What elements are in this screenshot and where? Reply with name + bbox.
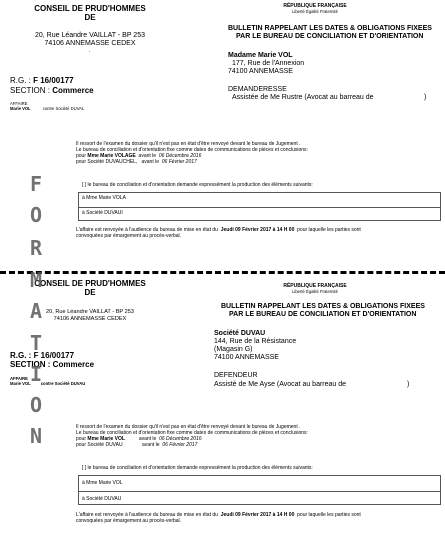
assistance-close: ) — [424, 94, 427, 101]
republic-heading: RÉPUBLIQUE FRANÇAISE — [283, 3, 347, 9]
affaire-parties: Marie VOL contre Société DUVAU — [10, 381, 86, 386]
examen-line2: Le bureau de conciliation et d'orientation fixe comme dates de communications de pièces et conclusions: — [76, 147, 308, 153]
case-number: R.G. : F 16/00177 — [10, 351, 75, 360]
cut-line-divider — [0, 271, 445, 274]
deadline-defendeur: pour Société DUVAU avant le 06 Février 2017 — [76, 442, 198, 448]
deadline-demandeur: pour Mme Marie VOL avant le 06 Décembre 2016 — [76, 436, 202, 442]
case-section: SECTION : Commerce — [10, 360, 95, 369]
watermark-letter: R — [30, 236, 43, 260]
court-de: DE — [84, 288, 96, 297]
recipient-name: Société DUVAU — [214, 330, 266, 337]
affaire-label: AFFAIRE — [10, 376, 28, 381]
production-row: à Mme Marie VOL — [82, 480, 123, 486]
watermark-letter: F — [30, 172, 43, 196]
party-role: DEMANDERESSE — [228, 86, 287, 93]
bulletin-title-line1: BULLETIN RAPPELANT LES DATES & OBLIGATIONS FIXEES — [221, 303, 425, 310]
court-address-line1: 20, Rue Léandre VAILLAT - BP 253 — [46, 309, 134, 315]
party-role: DEFENDEUR — [214, 372, 258, 379]
court-de: DE — [84, 13, 96, 22]
watermark-letter: I — [30, 362, 43, 386]
recipient-address-line1: 144, Rue de la Résistance — [214, 338, 297, 345]
assistance-close: ) — [407, 381, 410, 388]
recipient-address-line3: 74100 ANNEMASSE — [214, 354, 279, 361]
watermark-letter: N — [30, 424, 43, 448]
bulletin-title-line1: BULLETIN RAPPELANT LES DATES & OBLIGATIONS FIXEES — [228, 25, 432, 32]
hearing-line2: convoquées par émargement au procès-verbal. — [76, 518, 182, 524]
recipient-address-line1: 177, Rue de l'Annexion — [232, 60, 305, 67]
recipient-name: Madame Marie VOL — [228, 52, 293, 59]
bulletin-title-line2: PAR LE BUREAU DE CONCILIATION ET D'ORIENTATION — [229, 311, 417, 318]
recipient-address-line2: 74100 ANNEMASSE — [228, 68, 293, 75]
assistance-line: Assisté de Me Ayse (Avocat au barreau de — [214, 381, 347, 388]
production-table — [78, 192, 441, 221]
court-address-line2: 74106 ANNEMASSE CEDEX — [53, 316, 127, 322]
court-title: CONSEIL DE PRUD'HOMMES — [34, 4, 146, 13]
production-checkbox-text: [ ] le bureau de conciliation et d'orientation demande expressément la production des éléments suivants: — [82, 465, 313, 471]
watermark-letter: O — [30, 203, 43, 227]
production-row: à Mme Marie VOLA — [82, 195, 126, 201]
production-row: à Société DUVAUI — [79, 207, 440, 221]
court-title: CONSEIL DE PRUD'HOMMES — [34, 279, 146, 288]
examen-line2: Le bureau de conciliation et d'orientation fixe comme dates de communications de pièces et conclusions: — [76, 430, 308, 436]
deadline-defendeur: pour Société DUVAUCHEL, avant le 06 Février 2017 — [76, 159, 197, 165]
republic-motto: Liberté Égalité Fraternité — [292, 9, 338, 14]
republic-motto: Liberté Égalité Fraternité — [292, 289, 338, 294]
hearing-line1: L'affaire est renvoyée à l'audience du bureau de mise en état du Jeudi 09 Février 2017 à 14 H 00 pour laquelle les parties sont — [76, 227, 361, 233]
production-table — [78, 475, 441, 505]
republic-heading: RÉPUBLIQUE FRANÇAISE — [283, 283, 347, 289]
watermark-letter: O — [30, 393, 43, 417]
production-checkbox-text: [ ] le bureau de conciliation et d'orientation demande expressément la production des éléments suivants: — [82, 182, 313, 188]
bulletin-title-line2: PAR LE BUREAU DE CONCILIATION ET D'ORIENTATION — [236, 33, 424, 40]
examen-line1: Il ressort de l'examen du dossier qu'il n'est pas en état d'être renvoyé devant le bureau de Jugement . — [76, 424, 301, 430]
case-section: SECTION : Commerce — [10, 86, 94, 95]
watermark-letter: M — [30, 268, 43, 292]
recipient-address-line2: (Magasin G) — [214, 346, 253, 353]
deadline-demandeur: pour Mme Marie VOLAGE avant le 06 Décembre 2016 — [76, 153, 202, 159]
case-number: R.G. : F 16/00177 — [10, 76, 74, 85]
examen-line1: Il ressort de l'examen du dossier qu'il n'est pas en état d'être renvoyé devant le bureau de Jugement . — [76, 141, 301, 147]
watermark-letter: A — [30, 299, 43, 323]
assistance-line: Assistée de Me Rustre (Avocat au barreau de — [232, 94, 374, 101]
watermark-letter: T — [30, 331, 43, 355]
production-row: à Société DUVAU — [79, 491, 440, 505]
hearing-line2: convoquées par émargement au procès-verbal. — [76, 233, 182, 239]
tick-mark: ' — [89, 50, 90, 55]
court-address-line2: 74106 ANNEMASSE CEDEX — [44, 40, 136, 47]
court-address-line1: 20, Rue Léandre VAILLAT - BP 253 — [34, 32, 145, 39]
affaire-label: AFFAIRE — [10, 101, 28, 106]
affaire-parties: Marie VOL contre Société DUVAL — [10, 106, 85, 111]
hearing-line1: L'affaire est renvoyée à l'audience du bureau de mise en état du Jeudi 09 Février 2017 à 14 H 00 pour laquelle les parties sont — [76, 512, 361, 518]
